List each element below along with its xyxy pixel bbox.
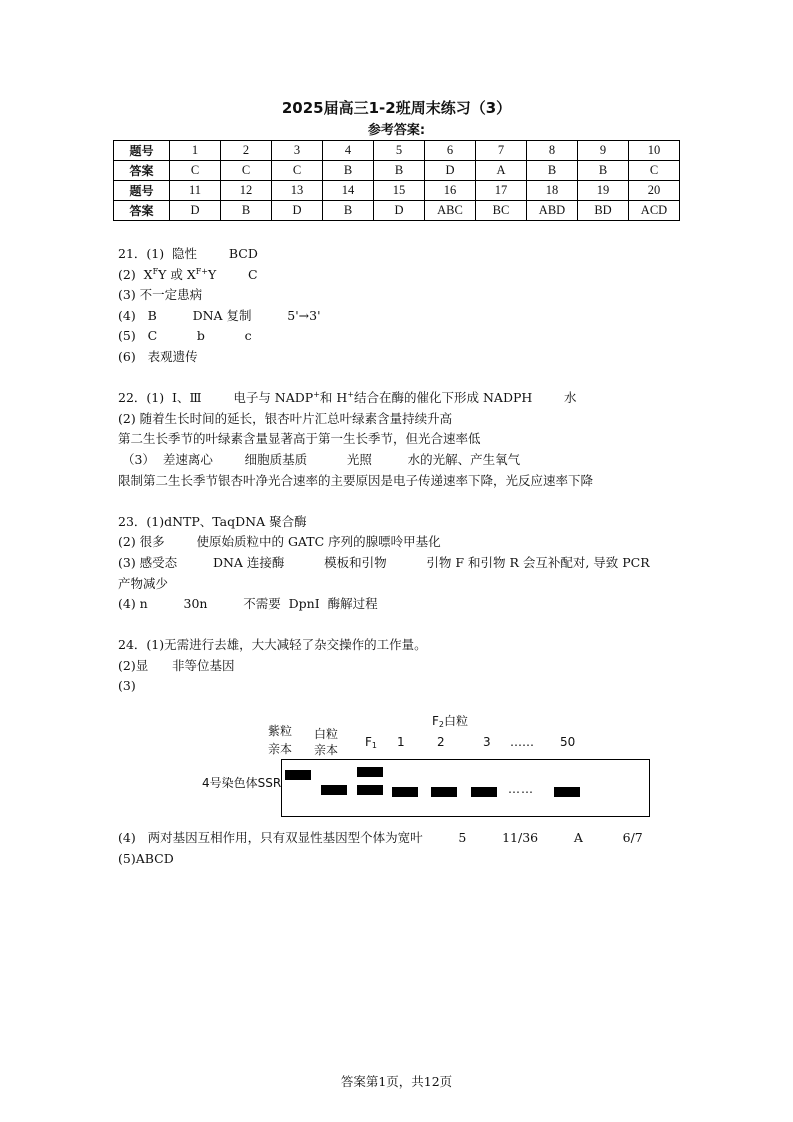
q24-line-3: (3)	[118, 678, 136, 694]
answer-table-cell: ABC	[425, 201, 476, 221]
band-ellipsis: ……	[508, 782, 534, 796]
page-footer: 答案第1页，共12页	[340, 1074, 453, 1089]
q24-line-1: 24．(1)无需进行去雄，大大减轻了杂交操作的工作量。	[118, 637, 427, 653]
ssr-row-label: 4号染色体SSR	[202, 776, 282, 790]
q24-line-5: (5)ABCD	[118, 850, 174, 866]
answer-table-cell: 3	[272, 141, 323, 161]
answer-table-cell: 4	[323, 141, 374, 161]
answer-table-cell: B	[578, 161, 629, 181]
answer-table-row	[114, 201, 680, 221]
answer-table-cell: 9	[578, 141, 629, 161]
answer-table-row	[114, 161, 680, 181]
band-lane-1	[392, 787, 418, 797]
answer-table-cell: B	[323, 161, 374, 181]
q21-line-2: (2) $X^FY$ 或 $X^{F+}Y$ C	[118, 266, 258, 282]
purple-parent-label-2: 亲本	[268, 742, 293, 756]
band-purple-parent	[285, 770, 311, 780]
answer-table-cell: 12	[221, 181, 272, 201]
answer-table-cell: ACD	[629, 201, 680, 221]
answer-table-row	[114, 181, 680, 201]
answer-table-cell: 5	[374, 141, 425, 161]
band-f1-lower	[357, 785, 383, 795]
answer-table-cell: C	[629, 161, 680, 181]
answer-table-cell: 18	[527, 181, 578, 201]
f2-white-label: $F_2$白粒	[432, 714, 469, 729]
q22-line-1: 22．(1) Ⅰ、Ⅲ 电子与 NADP+和 H+结合在酶的催化下形成 NADPH 水	[118, 390, 577, 406]
answer-text-continued	[118, 827, 718, 868]
answer-table-header-cell: 题号	[114, 141, 170, 161]
band-lane-3	[471, 787, 497, 797]
answer-table-cell: B	[323, 201, 374, 221]
answer-table-cell: 2	[221, 141, 272, 161]
band-lane-2	[431, 787, 457, 797]
answer-table-cell: 1	[170, 141, 221, 161]
answer-table-cell: 13	[272, 181, 323, 201]
white-parent-label-2: 亲本	[314, 743, 339, 757]
answer-table-cell: 11	[170, 181, 221, 201]
answer-table-cell: 20	[629, 181, 680, 201]
answer-table-cell: C	[272, 161, 323, 181]
answer-table-cell: C	[170, 161, 221, 181]
q23-line-1: 23．(1)dNTP、TaqDNA 聚合酶	[118, 513, 307, 529]
answer-table-cell: 16	[425, 181, 476, 201]
answer-table-cell: B	[527, 161, 578, 181]
answer-table-cell: ABD	[527, 201, 578, 221]
q23-line-3: (3) 感受态 DNA 连接酶 模板和引物 引物 F 和引物 R 会互补配对, 导致 PCR	[118, 554, 650, 570]
q21-line-4: (4) B DNA 复制 5'→3'	[118, 307, 321, 323]
answer-table-cell: C	[221, 161, 272, 181]
q22-line-2: (2) 随着生长时间的延长，银杏叶片汇总叶绿素含量持续升高	[118, 410, 453, 426]
q22-line-3: 第二生长季节的叶绿素含量显著高于第一生长季节，但光合速率低	[118, 431, 481, 447]
lane-3-label: 3	[483, 735, 491, 749]
q21-line-6: (6) 表观遗传	[118, 348, 198, 364]
answer-table-cell: BC	[476, 201, 527, 221]
lane-50-label: 50	[560, 735, 576, 749]
band-lane-50	[554, 787, 580, 797]
f1-label: $F_1$	[365, 735, 377, 750]
answer-table-cell: 19	[578, 181, 629, 201]
answer-table-cell: 8	[527, 141, 578, 161]
answer-table-cell: B	[374, 161, 425, 181]
q21-line-3: (3) 不一定患病	[118, 287, 203, 303]
answer-table-header-cell: 答案	[114, 201, 170, 221]
band-f1-upper	[357, 767, 383, 777]
answer-table-cell: D	[272, 201, 323, 221]
band-white-parent	[321, 785, 347, 795]
answer-table-cell: A	[476, 161, 527, 181]
q21-line-5: (5) C b c	[118, 328, 252, 344]
answer-table-cell: D	[374, 201, 425, 221]
q24-line-4: (4) 两对基因互相作用，只有双显性基因型个体为宽叶 5 11/36 A 6/7	[118, 830, 643, 845]
purple-parent-label-1: 紫粒	[268, 724, 293, 738]
answer-table-row	[114, 141, 680, 161]
answer-table	[113, 140, 680, 221]
answer-table-cell: 6	[425, 141, 476, 161]
page-title: 2025届高三1-2班周末练习（3）	[281, 99, 512, 117]
answer-table-cell: D	[170, 201, 221, 221]
white-parent-label-1: 白粒	[314, 727, 339, 741]
lane-ellipsis-label: ……	[510, 735, 534, 749]
lane-1-label: 1	[397, 735, 405, 749]
q22-line-4: （3） 差速离心 细胞质基质 光照 水的光解、产生氧气	[118, 451, 521, 467]
gel-box	[281, 759, 650, 817]
q24-line-2: (2)显 非等位基因	[118, 657, 235, 673]
answer-table-cell: B	[221, 201, 272, 221]
answer-text	[118, 244, 718, 697]
answer-table-header-cell: 答案	[114, 161, 170, 181]
answer-table-cell: D	[425, 161, 476, 181]
q23-line-5: (4) n 30n 不需要 DpnI 酶解过程	[118, 596, 378, 612]
q21-line-1: 21．(1) 隐性 BCD	[118, 246, 258, 261]
answer-table-cell: 14	[323, 181, 374, 201]
page-subtitle: 参考答案:	[367, 123, 426, 138]
ssr-gel-figure	[202, 710, 680, 820]
answer-table-header-cell: 题号	[114, 181, 170, 201]
lane-2-label: 2	[437, 735, 445, 749]
q22-line-5: 限制第二生长季节银杏叶净光合速率的主要原因是电子传递速率下降，光反应速率下降	[118, 472, 594, 488]
q23-line-4: 产物减少	[118, 575, 169, 591]
answer-table-cell: 7	[476, 141, 527, 161]
answer-table-cell: 10	[629, 141, 680, 161]
answer-table-cell: 17	[476, 181, 527, 201]
answer-table-cell: BD	[578, 201, 629, 221]
q23-line-2: (2) 很多 使原始质粒中的 GATC 序列的腺嘌呤甲基化	[118, 534, 441, 550]
answer-table-cell: 15	[374, 181, 425, 201]
